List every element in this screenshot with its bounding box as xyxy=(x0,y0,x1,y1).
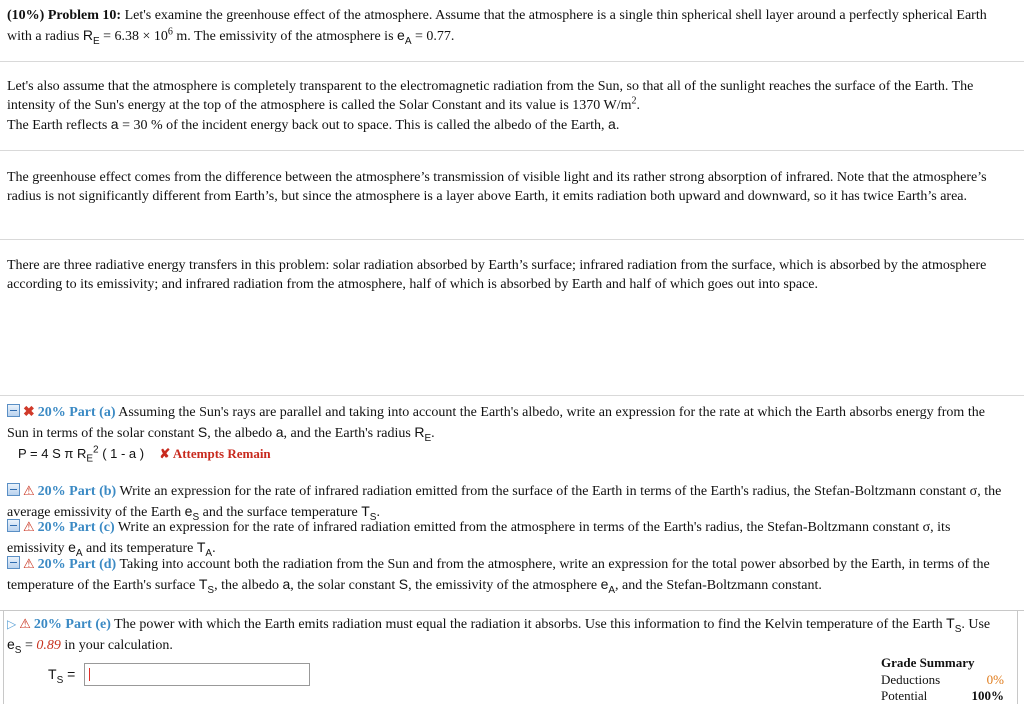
part-e-top-border xyxy=(0,610,1024,611)
incorrect-icon: ✖ xyxy=(23,405,35,420)
surface-temp-symbol: $T_S$ xyxy=(198,575,215,596)
albedo-symbol: a xyxy=(110,116,119,132)
part-b-label[interactable]: 20% Part (b) xyxy=(37,484,117,499)
part-e-eq: = xyxy=(24,637,33,653)
divider xyxy=(0,150,1024,151)
problem-weight: (10%) xyxy=(7,8,45,23)
part-e-label[interactable]: 20% Part (e) xyxy=(33,617,111,632)
collapse-icon[interactable] xyxy=(7,483,20,496)
solar-exponent: 2 xyxy=(631,94,637,106)
radius-value: = 6.38 × 10 xyxy=(103,28,168,44)
emissivity-value: = 0.77. xyxy=(411,28,455,44)
surface-temp-symbol: $T_S$ xyxy=(946,615,962,635)
deductions-label: Deductions xyxy=(881,672,941,687)
surface-temp-symbol: $T_S$ xyxy=(361,502,377,523)
potential-value: 100% xyxy=(971,688,1004,703)
potential-label: Potential xyxy=(881,688,928,703)
part-d-mid1: , the albedo xyxy=(214,577,279,593)
divider xyxy=(0,61,1024,62)
problem-intro: Let's examine the greenhouse effect of the atmosphere. Assume that the atmosphere is a single thin spherical shell layer around a perfectly spherical Earth with a radius xyxy=(7,8,987,44)
x-icon: ✘ xyxy=(159,446,171,461)
part-a-label[interactable]: 20% Part (a) xyxy=(37,405,116,420)
radius-symbol: $R_E$ xyxy=(82,26,100,47)
part-a-mid2: , and the Earth's radius xyxy=(283,425,411,441)
deductions-row xyxy=(881,672,1004,688)
part-e xyxy=(7,614,1007,655)
albedo-symbol: a xyxy=(275,423,284,440)
part-a-end: . xyxy=(431,425,435,441)
part-a-answer xyxy=(18,444,271,465)
divider xyxy=(0,239,1024,240)
part-e-end: in your calculation. xyxy=(64,637,173,653)
greenhouse-paragraph: The greenhouse effect comes from the difference between the atmosphere’s transmission of visible light and its rather strong absorption of infrared. Note that the atmosphere’s radius is not significantly different from Earth’s, but since the atmosphere is a layer above Earth, it emits radiation both upward and downward, so it has twice Earth’s area. xyxy=(7,170,987,204)
part-b xyxy=(7,482,1007,522)
part-b-text: Write an expression for the rate of infrared radiation emitted from the surface of the Earth in terms of the Earth's radius, the Stefan-Boltzmann constant σ, the average emissivity of the Earth xyxy=(7,484,1002,520)
solar-text: Let's also assume that the atmosphere is completely transparent to the electromagnetic radiation from the Sun, so that all of the sunlight reaches the surface of the Earth. The intensity of the Sun's energy at the top of the atmosphere is called the Solar Constant and its value is 1370 W/m xyxy=(7,79,974,113)
part-d-mid2: , the solar constant xyxy=(290,577,396,593)
part-e-mid: . Use xyxy=(961,617,991,632)
warning-icon: ⚠ xyxy=(23,556,35,571)
albedo-end: . xyxy=(615,118,620,133)
earth-radius-symbol: $R_E$ xyxy=(414,423,432,444)
albedo-symbol: a xyxy=(282,575,291,592)
part-d-end: , and the Stefan-Boltzmann constant. xyxy=(615,577,822,593)
part-d-label[interactable]: 20% Part (d) xyxy=(37,557,117,572)
solar-end: . xyxy=(636,97,641,113)
grade-summary-title: Grade Summary xyxy=(881,655,975,670)
warning-icon: ⚠ xyxy=(23,483,35,498)
part-c-label[interactable]: 20% Part (c) xyxy=(37,520,115,535)
attempts-remain-status: ✘ Attempts Remain xyxy=(159,446,271,461)
deductions-value: 0% xyxy=(986,672,1004,687)
albedo-text-2: = 30 % of the incident energy back out to space. This is called the albedo of the Earth, xyxy=(122,118,605,133)
play-icon[interactable]: ▷ xyxy=(7,617,17,631)
solar-constant-symbol: S xyxy=(398,575,409,592)
part-d-text: Taking into account both the radiation from the Sun and from the atmosphere, write an expression for the total power absorbed by the Earth, in terms of the temperature of the Earth's surface xyxy=(7,557,990,593)
atmosphere-temp-symbol: $T_A$ xyxy=(196,538,213,559)
problem-statement xyxy=(7,7,1007,46)
albedo-text: The Earth reflects xyxy=(7,118,108,133)
collapse-icon[interactable] xyxy=(7,404,20,417)
part-b-mid: and the surface temperature xyxy=(202,504,358,520)
part-d xyxy=(7,555,1007,595)
part-a-text: Assuming the Sun's rays are parallel and taking into account the Earth's albedo, write an expression for the rate at which the Earth absorbs energy from the Sun in terms of the solar constant xyxy=(7,405,985,441)
part-c-end: . xyxy=(212,540,216,556)
atmosphere-emissivity-symbol: $e_A$ xyxy=(600,575,616,596)
surface-emissivity-value: 0.89 xyxy=(36,637,61,653)
part-c xyxy=(7,518,1007,558)
albedo-symbol-2: a xyxy=(608,116,616,132)
divider xyxy=(0,395,1024,396)
part-e-text: The power with which the Earth emits radiation must equal the radiation it absorbs. Use this information to find the Kelvin temperature of the Earth xyxy=(114,617,943,632)
part-a xyxy=(7,404,1007,443)
part-d-mid3: , the emissivity of the atmosphere xyxy=(408,577,598,593)
surface-emissivity-symbol: $e_S$ xyxy=(7,635,22,656)
warning-icon: ⚠ xyxy=(19,616,31,631)
problem-title: Problem 10: xyxy=(47,8,122,23)
part-c-mid: and its temperature xyxy=(86,540,194,556)
potential-row xyxy=(881,688,1004,704)
radius-unit: m. The emissivity of the atmosphere is xyxy=(176,28,394,44)
solar-paragraph xyxy=(7,78,1007,136)
text-caret xyxy=(89,668,90,681)
surface-emissivity-symbol: $e_S$ xyxy=(184,502,200,523)
part-a-answer-expression: P = 4 S π $R_E^2$ ( 1 - a ) xyxy=(18,444,145,465)
part-a-mid: , the albedo xyxy=(207,425,273,441)
collapse-icon[interactable] xyxy=(7,556,20,569)
part-e-left-border xyxy=(3,610,4,704)
collapse-icon[interactable] xyxy=(7,519,20,532)
energy-transfers-paragraph: There are three radiative energy transfers in this problem: solar radiation absorbed by Earth’s surface; infrared radiation from the surface, which is absorbed by the atmosphere according to its emissivity; and infrared radiation from the atmosphere, half of which is absorbed by Earth and half of which goes out into space. xyxy=(7,258,987,292)
warning-icon: ⚠ xyxy=(23,519,35,534)
emissivity-symbol: $e_A$ xyxy=(397,26,412,47)
solar-constant-symbol: S xyxy=(197,423,208,440)
ts-input-label: $T_S$ = xyxy=(48,666,76,686)
part-c-text: Write an expression for the rate of infrared radiation emitted from the atmosphere in terms of the Earth's radius, the Stefan-Boltzmann constant σ, its emissivity xyxy=(7,520,951,556)
ts-answer-input[interactable] xyxy=(84,663,310,686)
atmosphere-emissivity-symbol: $e_A$ xyxy=(68,538,83,559)
radius-exponent: 6 xyxy=(167,25,173,37)
part-b-end: . xyxy=(376,504,380,520)
grade-summary xyxy=(881,655,1004,704)
part-e-right-border xyxy=(1017,610,1018,704)
